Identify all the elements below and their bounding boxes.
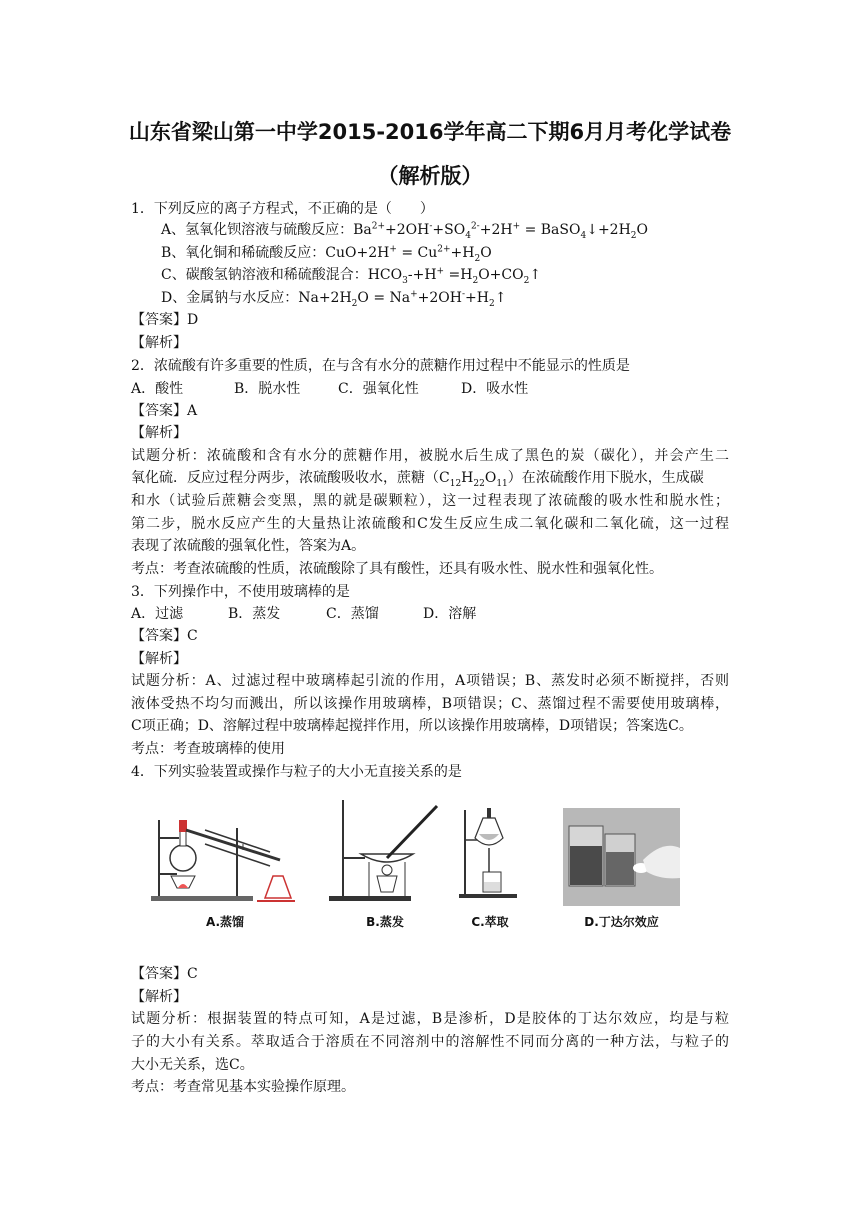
q2-option: A．酸性 xyxy=(131,381,184,397)
q4-analysis-line: 试题分析：根据装置的特点可知，A是过滤，B是渗析，D是胶体的丁达尔效应，均是与粒 xyxy=(131,1011,729,1027)
distillation-drawing xyxy=(145,800,305,910)
q2-analysis-label: 【解析】 xyxy=(131,425,187,441)
q2-analysis-line: 和水（试验后蔗糖会变黑，黑的就是碳颗粒），这一过程表现了浓硫酸的吸水性和脱水性； xyxy=(131,493,729,509)
q3-answer: 【答案】C xyxy=(131,628,198,644)
tyndall-effect-image xyxy=(563,800,680,930)
q1-option-c: C、碳酸氢钠溶液和稀硫酸混合：$HCO_3-+H^+$ $=H_2O+CO_2↑$ xyxy=(161,266,542,286)
caption-b: B.蒸发 xyxy=(366,915,404,929)
q3-point: 考点：考查玻璃棒的使用 xyxy=(131,741,285,757)
page-subtitle: （解析版） xyxy=(377,164,483,188)
q4-stem: 4．下列实验装置或操作与粒子的大小无直接关系的是 xyxy=(131,764,462,780)
tyndall-photo xyxy=(563,800,680,910)
caption-c: C.萃取 xyxy=(471,915,509,929)
q3-option: C．蒸馏 xyxy=(326,606,379,622)
q1-option-b: B、氧化铜和稀硫酸反应：$CuO+2H^+ = Cu^{2+}+H_2O$ xyxy=(161,244,492,264)
q3-analysis-line: 试题分析：A、过滤过程中玻璃棒起引流的作用，A项错误；B、蒸发时必须不断搅拌，否则 xyxy=(131,673,729,689)
q4-analysis-line: 子的大小有关系。萃取适合于溶质在不同溶剂中的溶解性不同而分离的一种方法，与粒子的 xyxy=(131,1034,729,1050)
q3-analysis-line: 液体受热不均匀而溅出，所以该操作用玻璃棒，B项错误；C、蒸馏过程不需要使用玻璃棒， xyxy=(131,696,729,712)
q4-figure-row xyxy=(145,800,690,930)
q1-stem: 1．下列反应的离子方程式，不正确的是（ ） xyxy=(131,201,434,217)
q2-analysis-line: 表现了浓硫酸的强氧化性，答案为A。 xyxy=(131,538,366,554)
q1-answer: 【答案】D xyxy=(131,312,199,328)
q3-option: B．蒸发 xyxy=(228,606,281,622)
q2-analysis-line: 试题分析：浓硫酸和含有水分的蔗糖作用，被脱水后生成了黑色的炭（碳化），并会产生二 xyxy=(131,448,729,464)
distillation-apparatus-image xyxy=(145,800,305,930)
q2-option: D．吸水性 xyxy=(461,381,529,397)
q3-options xyxy=(131,604,476,624)
q2-option: C．强氧化性 xyxy=(338,381,419,397)
q3-stem: 3．下列操作中，不使用玻璃棒的是 xyxy=(131,584,350,600)
page-title: 山东省梁山第一中学2015-2016学年高二下期6月月考化学试卷 xyxy=(128,120,732,144)
q2-stem: 2．浓硫酸有许多重要的性质，在与含有水分的蔗糖作用过程中不能显示的性质是 xyxy=(131,358,630,374)
q3-option: D．溶解 xyxy=(423,606,477,622)
q4-answer: 【答案】C xyxy=(131,966,198,982)
q3-analysis-label: 【解析】 xyxy=(131,651,187,667)
extraction-apparatus-image xyxy=(455,800,525,930)
q4-analysis-label: 【解析】 xyxy=(131,989,187,1005)
q2-options xyxy=(131,379,528,399)
q1-analysis-label: 【解析】 xyxy=(131,335,187,351)
q2-analysis-line: 氧化硫．反应过程分两步，浓硫酸吸收水，蔗糖$(C_{12}H_{22}O_{11})$在浓硫酸作用下脱水，生成碳 xyxy=(131,470,704,489)
extraction-drawing xyxy=(455,800,525,910)
q2-answer: 【答案】A xyxy=(131,403,198,419)
q2-analysis-line: 第二步，脱水反应产生的大量热让浓硫酸和C发生反应生成二氧化碳和二氧化硫，这一过程 xyxy=(131,516,729,532)
q3-analysis-line: C项正确；D、溶解过程中玻璃棒起搅拌作用，所以该操作用玻璃棒，D项错误；答案选C。 xyxy=(131,718,693,734)
q1-option-a: A、氢氧化钡溶液与硫酸反应：$Ba^{2+}+2OH^-+SO_4^{2-}+2H^+$ = $BaSO_4↓+2H_2O$ xyxy=(161,221,649,241)
q3-option: A．过滤 xyxy=(131,606,184,622)
q4-point: 考点：考查常见基本实验操作原理。 xyxy=(131,1079,355,1095)
q4-analysis-line: 大小无关系，选C。 xyxy=(131,1057,254,1073)
caption-a: A.蒸馏 xyxy=(205,915,245,929)
evaporation-apparatus-image xyxy=(325,800,445,930)
caption-d: D.丁达尔效应 xyxy=(584,915,659,929)
q2-option: B．脱水性 xyxy=(234,381,301,397)
q2-point: 考点：考查浓硫酸的性质，浓硫酸除了具有酸性，还具有吸水性、脱水性和强氧化性。 xyxy=(131,561,663,577)
evaporation-drawing xyxy=(325,800,445,910)
q1-option-d: D、金属钠与水反应：$Na+2H_2O$ = $Na^++2OH^-+H_2↑$ xyxy=(161,289,507,309)
